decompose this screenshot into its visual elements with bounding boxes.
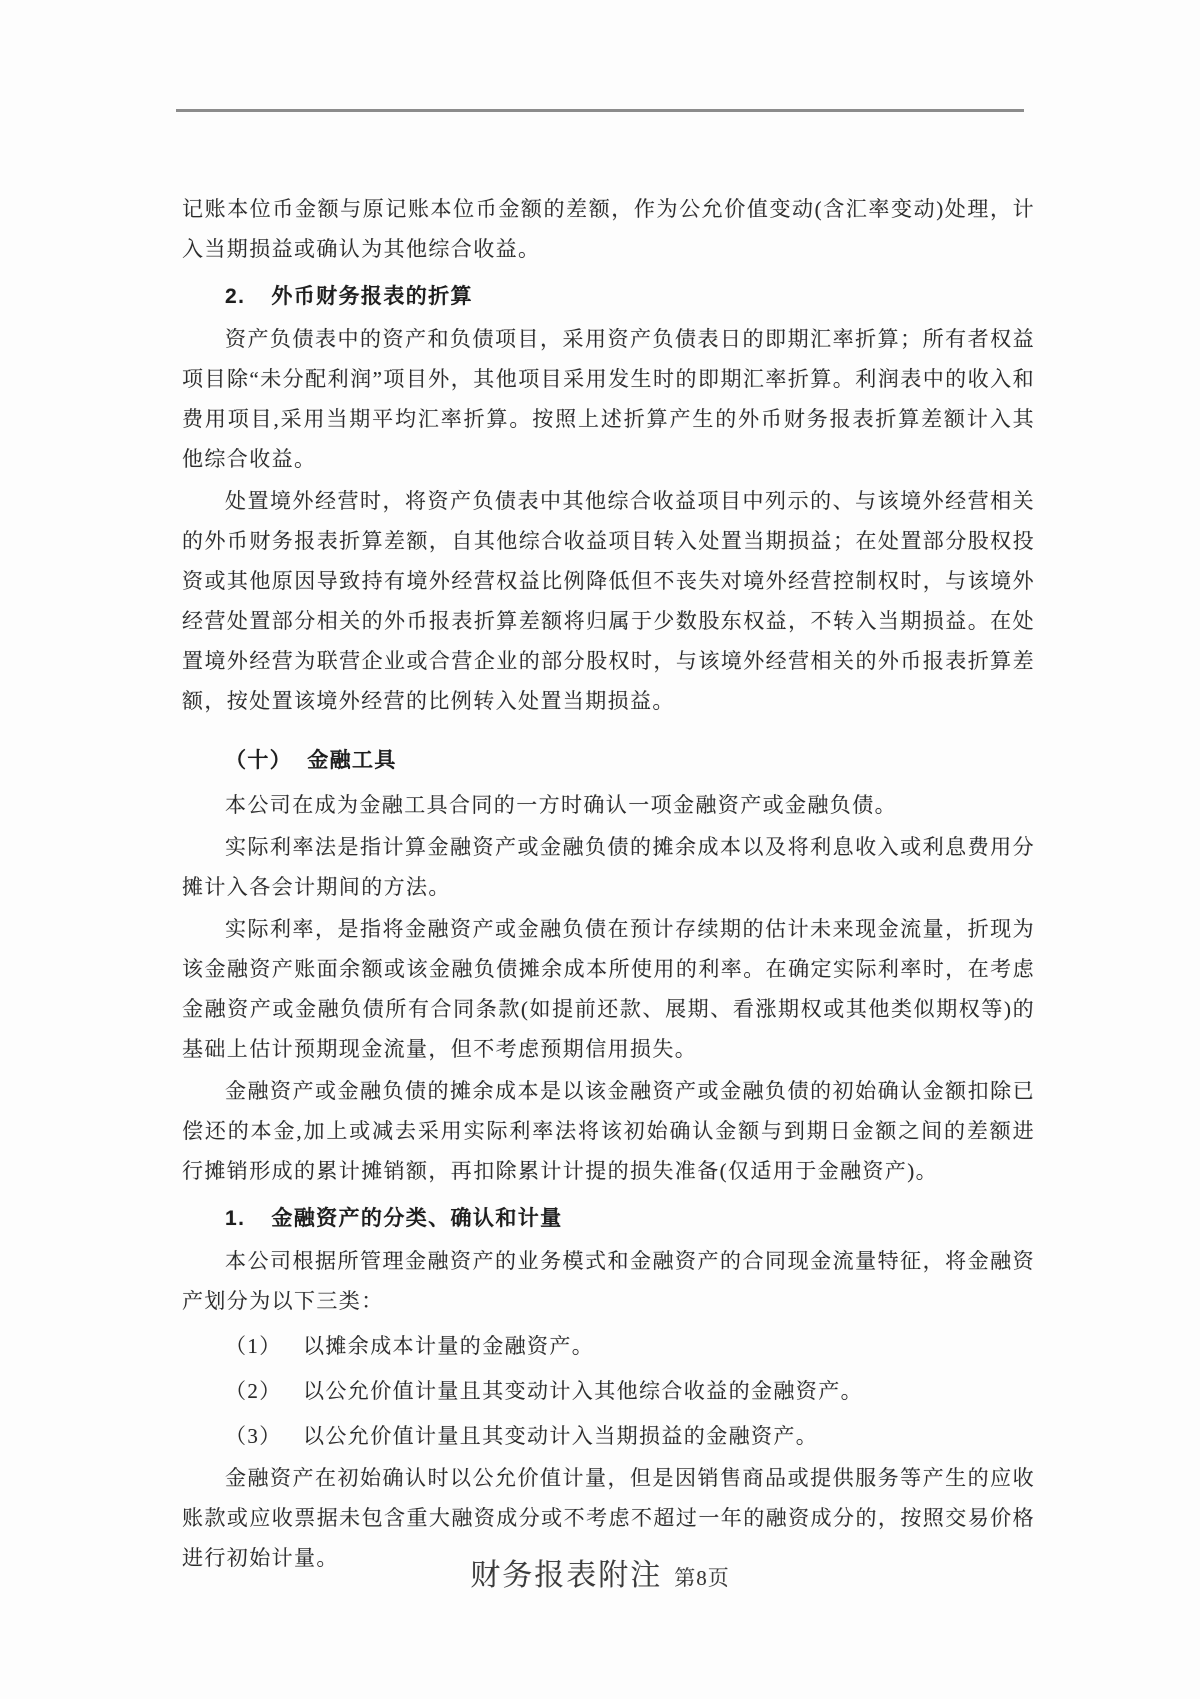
paragraph: 本公司在成为金融工具合同的一方时确认一项金融资产或金融负债。	[225, 793, 897, 817]
paragraph: 处置境外经营时，将资产负债表中其他综合收益项目中列示的、与该境外经营相关的外币财务报表折算差额，自其他综合收益项目转入处置当期损益；在处置部分股权投资或其他原因导致持有境外经营权益比例降低但不丧失对境外经营控制权时，与该境外经营处置部分相关的外币报表折算差额将归属于少数股东权益，不转入当期损益。在处置境外经营为联营企业或合营企业的部分股权时，与该境外经营相关的外币报表折算差额，按处置该境外经营的比例转入处置当期损益。	[182, 489, 1035, 713]
document-body	[182, 189, 1035, 1578]
paragraph: 实际利率法是指计算金融资产或金融负债的摊余成本以及将利息收入或利息费用分摊计入各会计期间的方法。	[182, 835, 1035, 899]
heading-label: 外币财务报表的折算	[271, 285, 473, 308]
list-item-text: 以摊余成本计量的金融资产。	[303, 1334, 595, 1358]
list-item-number: （3）	[225, 1424, 282, 1448]
paragraph: 实际利率，是指将金融资产或金融负债在预计存续期的估计未来现金流量，折现为该金融资产账面余额或该金融负债摊余成本所使用的利率。在确定实际利率时，在考虑金融资产或金融负债所有合同条款(如提前还款、展期、看涨期权或其他类似期权等)的基础上估计预期现金流量，但不考虑预期信用损失。	[182, 917, 1035, 1061]
list-item-text: 以公允价值计量且其变动计入其他综合收益的金融资产。	[303, 1379, 863, 1403]
header-rule-divider	[176, 109, 1024, 112]
list-item	[182, 1371, 1035, 1411]
section-heading-foreign-currency-translation	[182, 277, 1035, 317]
footer-page-number: 第8页	[674, 1566, 730, 1590]
paragraph: 金融资产或金融负债的摊余成本是以该金融资产或金融负债的初始确认金额扣除已偿还的本金,加上或减去采用实际利率法将该初始确认金额与到期日金额之间的差额进行摊销形成的累计摊销额，再扣除累计计提的损失准备(仅适用于金融资产)。	[182, 1079, 1035, 1183]
section-heading-classification-measurement	[182, 1199, 1035, 1239]
page-footer	[0, 1556, 1200, 1601]
heading-label: 金融资产的分类、确认和计量	[271, 1207, 563, 1230]
heading-number: 1.	[225, 1207, 246, 1230]
footer-title: 财务报表附注	[470, 1559, 663, 1592]
heading-label: 金融工具	[307, 749, 397, 772]
list-item	[182, 1326, 1035, 1366]
paragraph: 本公司根据所管理金融资产的业务模式和金融资产的合同现金流量特征，将金融资产划分为以下三类：	[182, 1249, 1035, 1313]
list-item-number: （2）	[225, 1379, 282, 1403]
list-item-text: 以公允价值计量且其变动计入当期损益的金融资产。	[303, 1424, 819, 1448]
heading-number: 2.	[225, 285, 246, 308]
paragraph-continuation: 记账本位币金额与原记账本位币金额的差额，作为公允价值变动(含汇率变动)处理，计入当期损益或确认为其他综合收益。	[182, 197, 1035, 261]
heading-number: （十）	[225, 749, 293, 772]
section-heading-financial-instruments	[182, 741, 1035, 781]
paragraph: 金融资产在初始确认时以公允价值计量，但是因销售商品或提供服务等产生的应收账款或应收票据未包含重大融资成分或不考虑不超过一年的融资成分的，按照交易价格进行初始计量。	[182, 1466, 1035, 1570]
paragraph: 资产负债表中的资产和负债项目，采用资产负债表日的即期汇率折算；所有者权益项目除“未分配利润”项目外，其他项目采用发生时的即期汇率折算。利润表中的收入和费用项目,采用当期平均汇率折算。按照上述折算产生的外币财务报表折算差额计入其他综合收益。	[182, 327, 1035, 471]
list-item	[182, 1416, 1035, 1456]
list-item-number: （1）	[225, 1334, 282, 1358]
